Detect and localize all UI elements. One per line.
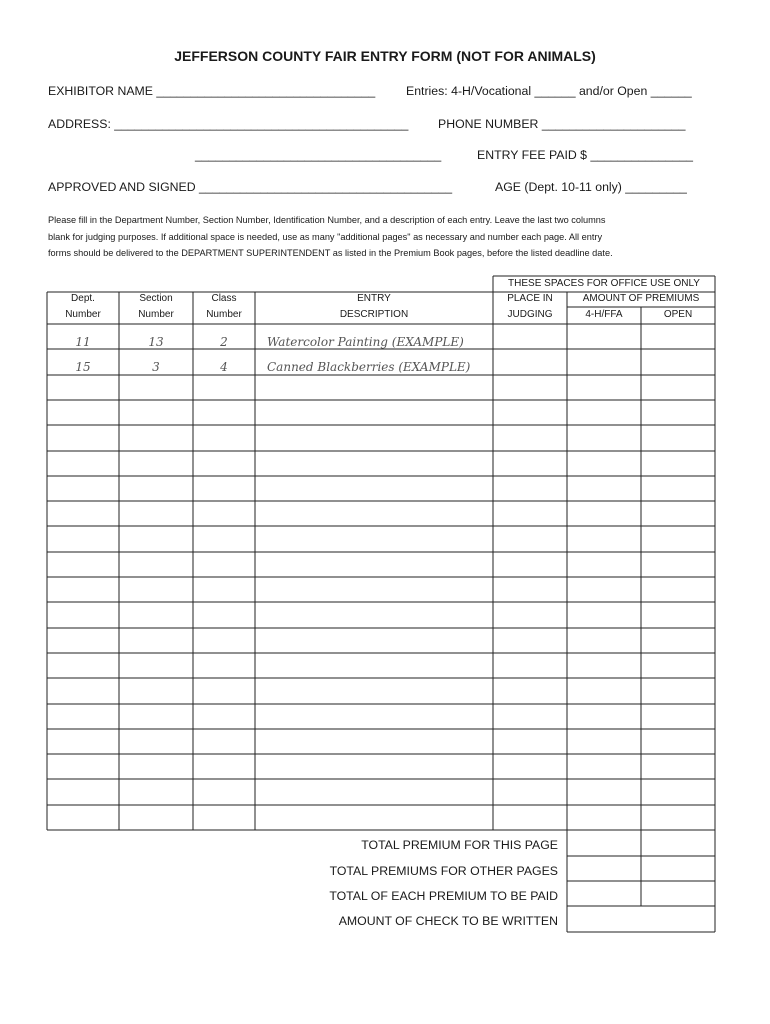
col-4h-ffa-header: 4-H/FFA xyxy=(585,309,623,320)
exhibitor-name-field[interactable]: EXHIBITOR NAME ________________________________ xyxy=(48,84,376,98)
col-place-header: PLACE IN xyxy=(507,293,553,304)
col-dept-header: Number xyxy=(65,309,101,320)
instructions-line: Please fill in the Department Number, Section Number, Identification Number, and a description of each entry. Leave the last two columns xyxy=(48,215,606,225)
col-section-header: Number xyxy=(138,309,174,320)
example-description[interactable]: Canned Blackberries (EXAMPLE) xyxy=(267,360,471,374)
form-title: JEFFERSON COUNTY FAIR ENTRY FORM (NOT FOR ANIMALS) xyxy=(174,48,596,64)
address-second-line[interactable]: ____________________________________ xyxy=(195,148,442,162)
approved-signed-field[interactable]: APPROVED AND SIGNED _____________________________________ xyxy=(48,180,453,194)
col-entry-header: ENTRY xyxy=(357,293,391,304)
instructions-line: forms should be delivered to the DEPARTMENT SUPERINTENDENT as listed in the Premium Book pages, before the listed deadline date. xyxy=(48,248,613,258)
col-place-header: JUDGING xyxy=(507,309,553,320)
total-other-pages-label: TOTAL PREMIUMS FOR OTHER PAGES xyxy=(329,864,558,878)
example-class[interactable]: 2 xyxy=(220,335,228,349)
example-dept[interactable]: 11 xyxy=(75,335,91,349)
example-description[interactable]: Watercolor Painting (EXAMPLE) xyxy=(267,335,464,349)
col-entry-header: DESCRIPTION xyxy=(339,309,409,320)
entries-field[interactable]: Entries: 4-H/Vocational ______ and/or Open ______ xyxy=(406,84,692,98)
address-field[interactable]: ADDRESS: ___________________________________________ xyxy=(48,117,409,131)
col-dept-header: Dept. xyxy=(71,293,95,304)
col-class-header: Number xyxy=(206,309,242,320)
col-section-header: Section xyxy=(139,293,173,304)
example-section[interactable]: 13 xyxy=(148,335,164,349)
col-class-header: Class xyxy=(211,293,237,304)
total-each-premium-label: TOTAL OF EACH PREMIUM TO BE PAID xyxy=(329,889,558,903)
instructions-line: blank for judging purposes. If additional space is needed, use as many "additional pages" as necessary and number each page. All entry xyxy=(48,231,603,242)
example-class[interactable]: 4 xyxy=(220,360,228,374)
entry-fee-field[interactable]: ENTRY FEE PAID $ _______________ xyxy=(477,148,694,162)
office-use-heading: THESE SPACES FOR OFFICE USE ONLY xyxy=(508,278,700,289)
age-field[interactable]: AGE (Dept. 10-11 only) _________ xyxy=(495,180,687,194)
check-amount-label: AMOUNT OF CHECK TO BE WRITTEN xyxy=(338,914,558,928)
example-section[interactable]: 3 xyxy=(152,360,160,374)
total-this-page-label: TOTAL PREMIUM FOR THIS PAGE xyxy=(361,838,558,852)
col-open-header: OPEN xyxy=(663,309,693,320)
phone-number-field[interactable]: PHONE NUMBER _____________________ xyxy=(438,117,686,131)
col-amount-header: AMOUNT OF PREMIUMS xyxy=(582,293,700,304)
example-dept[interactable]: 15 xyxy=(75,360,91,374)
